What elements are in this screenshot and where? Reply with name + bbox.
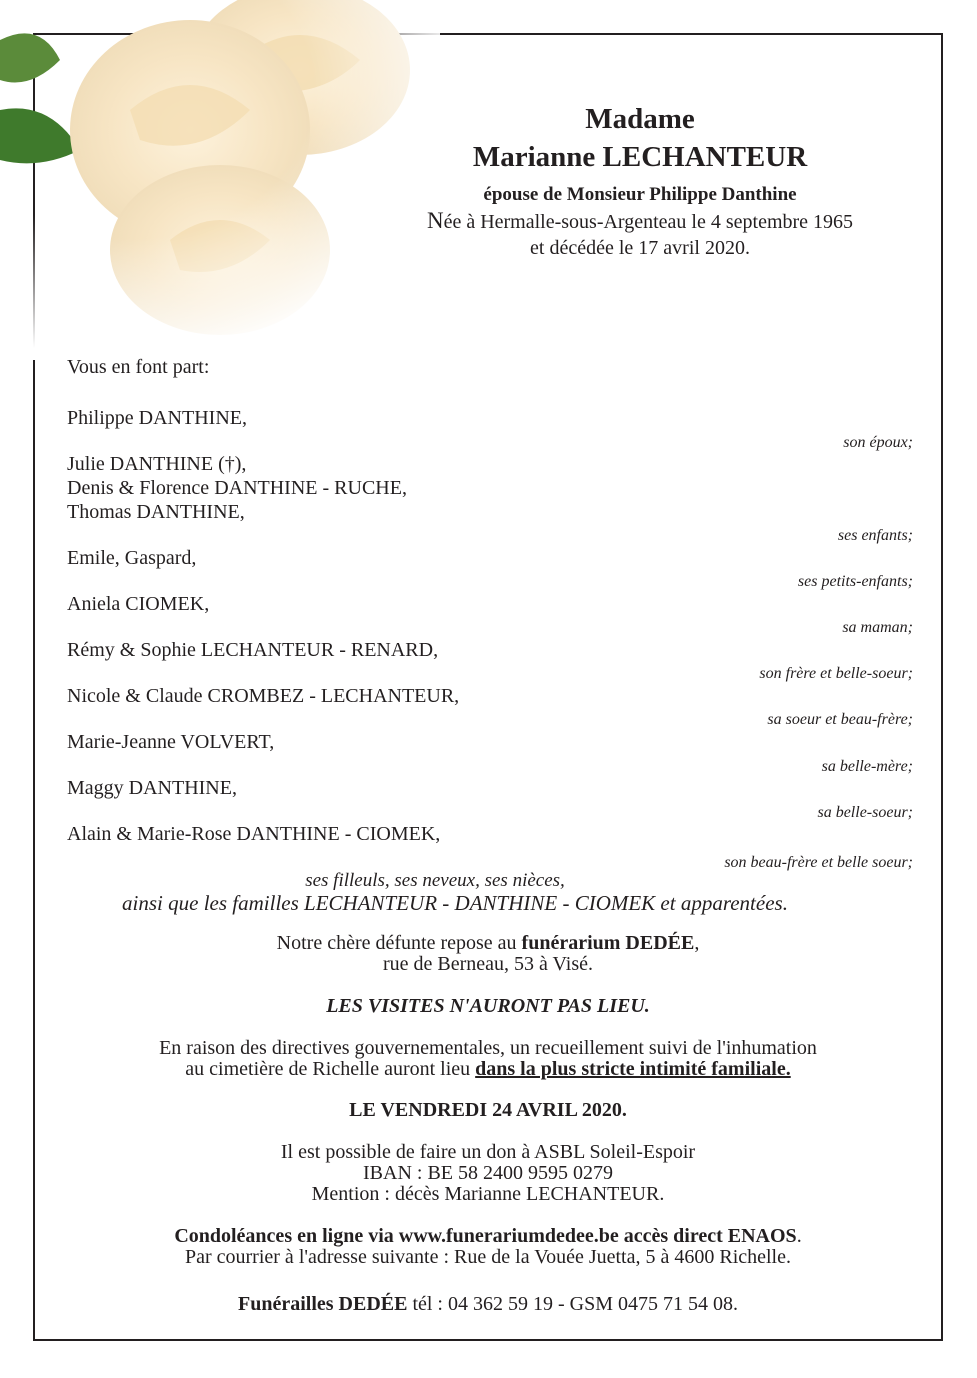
family-relation: son frère et belle-soeur; [759,665,913,682]
family-relation: son beau-frère et belle soeur; [724,854,913,871]
announcement-intro: Vous en font part: [67,356,210,378]
family-name: Denis & Florence DANTHINE - RUCHE, [67,477,407,499]
donation-mention: Mention : décès Marianne LECHANTEUR. [311,1183,665,1205]
donation-iban: IBAN : BE 58 2400 9595 0279 [363,1162,613,1184]
others-line-1: ses filleuls, ses neveux, ses nièces, [305,870,565,891]
resting-place: Notre chère défunte repose au funérarium DEDÉE, [276,932,700,954]
family-name: Alain & Marie-Rose DANTHINE - CIOMEK, [67,823,441,845]
birth-line: Née à Hermalle-sous-Argenteau le 4 septembre 1965 [426,208,854,233]
condolences-mail: Par courrier à l'adresse suivante : Rue de la Vouée Juetta, 5 à 4600 Richelle. [184,1246,791,1268]
family-name: Thomas DANTHINE, [67,501,245,523]
family-name: Julie DANTHINE (†), [67,453,247,475]
roses-image [0,0,440,360]
family-relation: sa maman; [842,619,913,636]
family-relation: sa belle-soeur; [817,804,913,821]
ceremony-date: LE VENDREDI 24 AVRIL 2020. [349,1099,627,1121]
family-relation: sa belle-mère; [821,758,913,775]
family-relation: ses petits-enfants; [797,573,913,590]
family-relation: son époux; [843,434,913,451]
family-name: Emile, Gaspard, [67,547,197,569]
ceremony-line-2: au cimetière de Richelle auront lieu dans la plus stricte intimité familiale. [185,1058,791,1080]
family-name: Nicole & Claude CROMBEZ - LECHANTEUR, [67,685,460,707]
family-name: Philippe DANTHINE, [67,407,247,429]
honorific: Madame [585,103,695,135]
visits-notice: LES VISITES N'AURONT PAS LIEU. [326,995,650,1017]
family-relation: sa soeur et beau-frère; [767,711,913,728]
family-name: Rémy & Sophie LECHANTEUR - RENARD, [67,639,439,661]
family-relation: ses enfants; [837,527,913,544]
deceased-name: Marianne LECHANTEUR [472,141,808,173]
family-name: Aniela CIOMEK, [67,593,210,615]
spouse-line: épouse de Monsieur Philippe Danthine [483,184,797,205]
family-name: Marie-Jeanne VOLVERT, [67,731,275,753]
condolences-online: Condoléances en ligne via www.funerariumdedee.be accès direct ENAOS. [174,1225,802,1247]
resting-address: rue de Berneau, 53 à Visé. [382,953,594,975]
ceremony-line-1: En raison des directives gouvernementales, un recueillement suivi de l'inhumation [159,1037,817,1059]
funeral-home-contact: Funérailles DEDÉE tél : 04 362 59 19 - GSM 0475 71 54 08. [237,1293,738,1315]
deceased-header [380,100,900,261]
donation-line: Il est possible de faire un don à ASBL Soleil-Espoir [280,1141,696,1163]
others-line-2: ainsi que les familles LECHANTEUR - DANTHINE - CIOMEK et apparentées. [122,891,788,915]
death-line: et décédée le 17 avril 2020. [530,237,750,259]
family-name: Maggy DANTHINE, [67,777,237,799]
